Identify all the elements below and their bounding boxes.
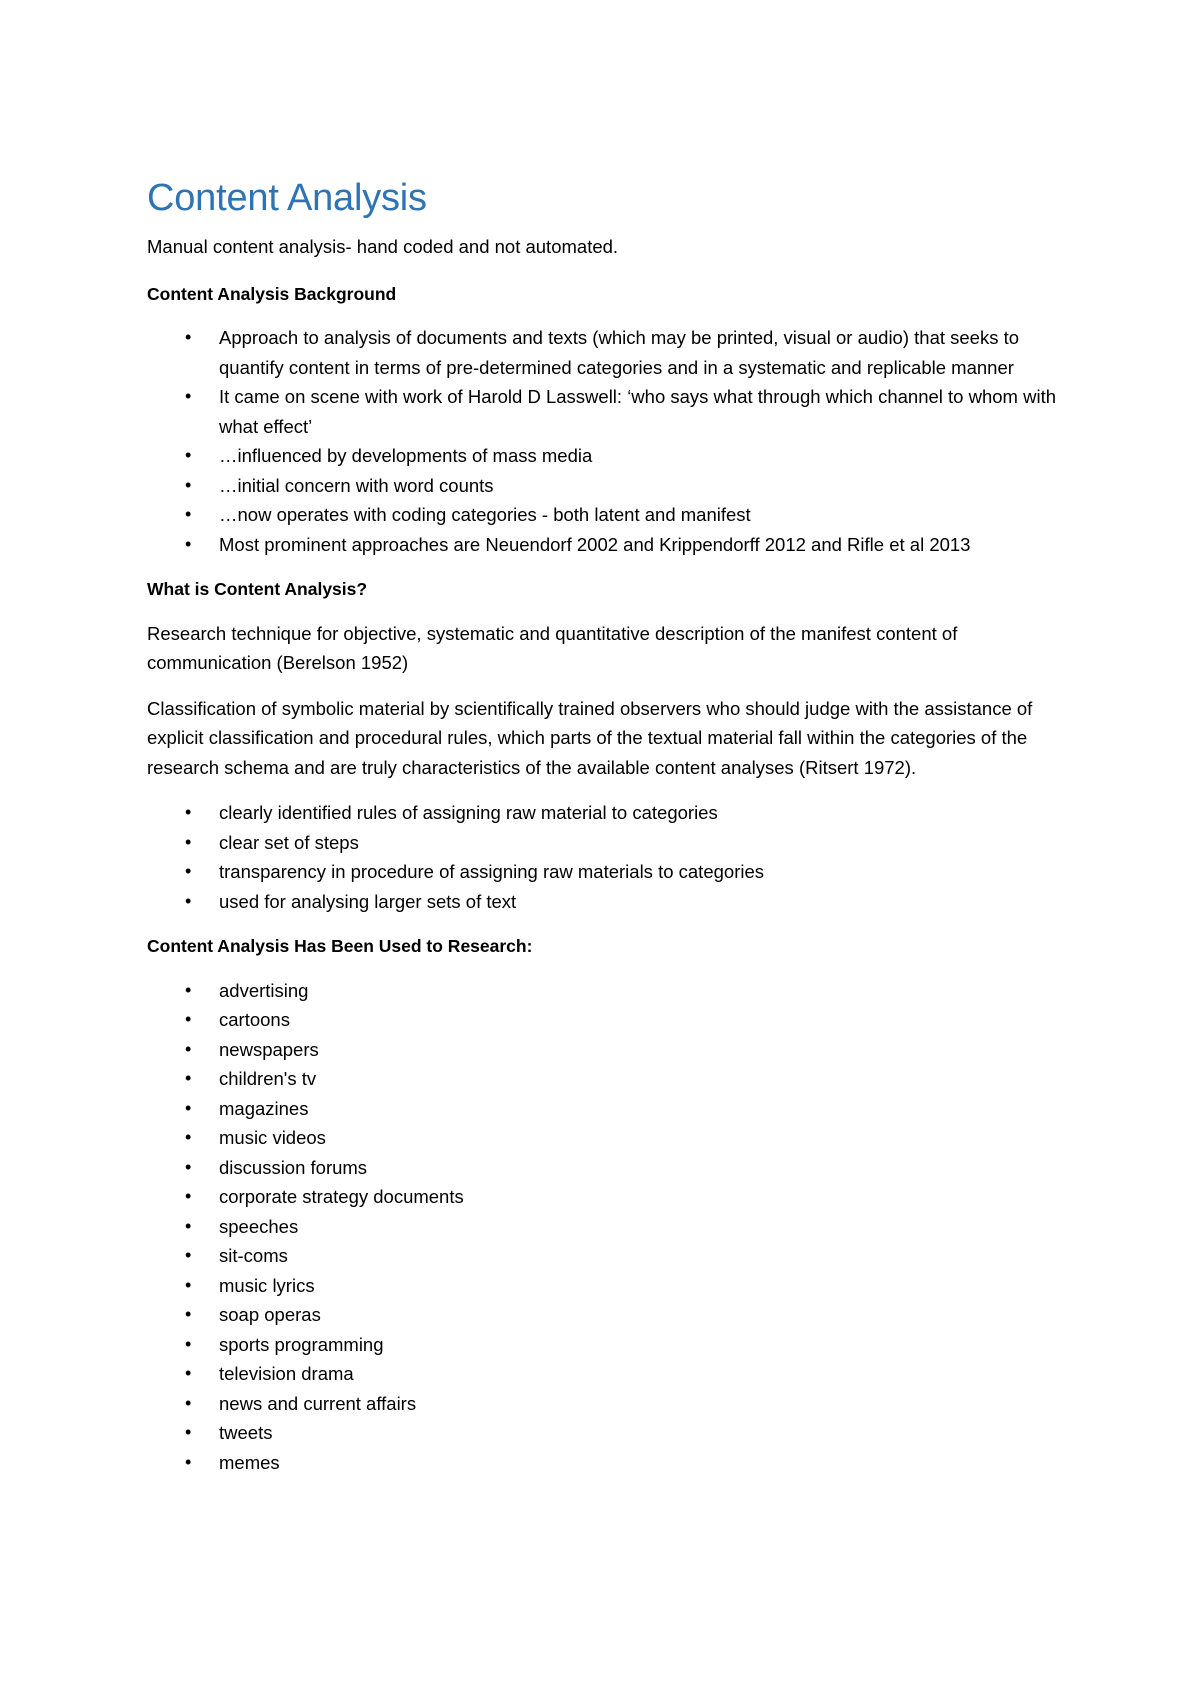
list-item: • …now operates with coding categories - both latent and manifest [147,500,1067,530]
list-item: • …influenced by developments of mass media [147,441,1067,471]
bullet-icon: • [185,504,192,524]
list-item: • music videos [147,1123,1067,1153]
bullet-icon: • [185,1333,192,1354]
list-item: • magazines [147,1094,1067,1124]
bullet-icon: • [185,533,192,554]
list-item: • clear set of steps [147,828,1067,858]
bullet-icon: • [185,1038,192,1059]
list-item: • television drama [147,1359,1067,1389]
list-item: • music lyrics [147,1271,1067,1301]
characteristics-list [147,798,1067,916]
bullet-icon: • [185,802,192,822]
list-item: • speeches [147,1212,1067,1242]
definition-paragraph-ritsert: Classification of symbolic material by scientifically trained observers who should judge with the assistance of explicit classification and procedural rules, which parts of the textual material fall within the categories of the research schema and are truly characteristics of the available content analyses (Ritsert 1972). [147,697,1033,778]
intro-paragraph: Manual content analysis- hand coded and not automated. [147,236,619,257]
bullet-icon: • [185,1097,192,1118]
bullet-icon: • [185,1127,192,1147]
bullet-icon: • [185,445,192,465]
document-page [147,172,1067,1493]
list-item: • memes [147,1448,1067,1478]
list-item: • sit-coms [147,1241,1067,1271]
bullet-icon: • [185,327,192,347]
bullet-icon: • [185,474,192,495]
list-item: • Approach to analysis of documents and texts (which may be printed, visual or audio) that seeks to quantify content in terms of pre-determined categories and in a systematic and replicable manner [147,323,1067,382]
bullet-icon: • [185,1068,192,1088]
list-item: • news and current affairs [147,1389,1067,1419]
bullet-icon: • [185,890,192,911]
section-heading-background: Content Analysis Background [147,283,397,304]
list-item: • cartoons [147,1005,1067,1035]
research-areas-list [147,976,1067,1478]
list-item: • discussion forums [147,1153,1067,1183]
bullet-icon: • [185,861,192,881]
list-item: • used for analysing larger sets of text [147,887,1067,917]
list-item: • newspapers [147,1035,1067,1065]
list-item: • soap operas [147,1300,1067,1330]
list-item: • Most prominent approaches are Neuendorf 2002 and Krippendorff 2012 and Rifle et al 2013 [147,530,1067,560]
document-title: Content Analysis [147,177,427,219]
list-item: • transparency in procedure of assigning raw materials to categories [147,857,1067,887]
list-item: • children's tv [147,1064,1067,1094]
bullet-icon: • [185,1451,192,1472]
list-item: • corporate strategy documents [147,1182,1067,1212]
list-item: • advertising [147,976,1067,1006]
bullet-icon: • [185,1156,192,1177]
section-heading-what-is: What is Content Analysis? [147,579,368,599]
bullet-icon: • [185,1363,192,1383]
definition-paragraph-berelson: Research technique for objective, systematic and quantitative description of the manifest content of communication (Berelson 1952) [147,622,958,673]
list-item: • It came on scene with work of Harold D Lasswell: ‘who says what through which channel to whom with what effect’ [147,382,1067,441]
bullet-icon: • [185,1215,192,1236]
bullet-icon: • [185,831,192,852]
bullet-icon: • [185,1186,192,1206]
bullet-icon: • [185,1009,192,1029]
list-item: • sports programming [147,1330,1067,1360]
list-item: • clearly identified rules of assigning raw material to categories [147,798,1067,828]
background-list [147,323,1067,559]
bullet-icon: • [185,386,192,406]
bullet-icon: • [185,1422,192,1442]
section-heading-used-to-research: Content Analysis Has Been Used to Research: [147,936,533,956]
list-item: • tweets [147,1418,1067,1448]
bullet-icon: • [185,1304,192,1324]
list-item: • …initial concern with word counts [147,471,1067,501]
bullet-icon: • [185,1274,192,1295]
bullet-icon: • [185,1245,192,1265]
bullet-icon: • [185,1392,192,1413]
bullet-icon: • [185,979,192,1000]
